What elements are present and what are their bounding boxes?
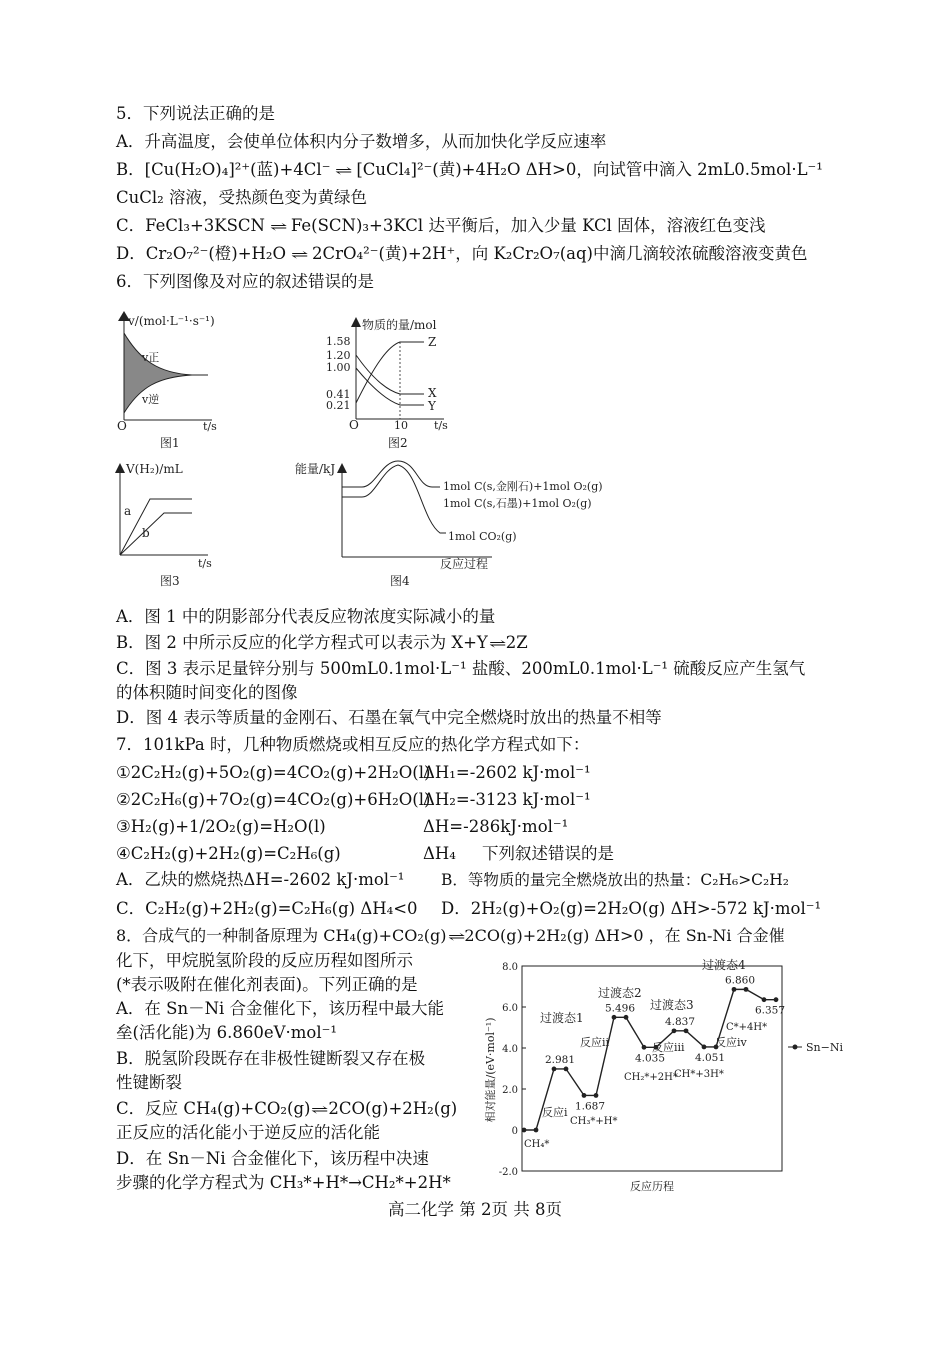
q8-option-b-line1: B．脱氢阶段既存在非极性键断裂又存在极 <box>116 1049 426 1068</box>
chart-state0: CH₄* <box>524 1139 550 1150</box>
q5-option-c <box>116 215 766 239</box>
chart-data-point <box>612 1015 617 1020</box>
q6-option-c-cont: 的体积随时间变化的图像 <box>116 683 298 702</box>
fig2-origin: O <box>349 418 359 432</box>
chart-data-point <box>732 987 737 992</box>
chart-y-tick-label: 4.0 <box>502 1044 518 1055</box>
q6-stem: 6．下列图像及对应的叙述错误的是 <box>116 272 374 291</box>
fig4-caption: 图4 <box>390 574 410 588</box>
fig3-xlabel: t/s <box>198 557 212 570</box>
chart-ts1: 过渡态1 <box>540 1011 584 1025</box>
chart-data-label: 4.051 <box>694 1051 726 1064</box>
chart-state4: C*+4H* <box>726 1022 768 1033</box>
chart-ts4: 过渡态4 <box>702 958 746 972</box>
chart-data-label: 4.837 <box>664 1015 696 1028</box>
q5-option-b <box>116 159 823 183</box>
fig4-label-graphite: 1mol C(s,石墨)+1mol O₂(g) <box>443 497 592 510</box>
equilibrium-arrow-icon: ⇌ <box>311 1103 328 1118</box>
chart-ts3: 过渡态3 <box>650 998 694 1012</box>
q5-c-right: Fe(SCN)₃+3KCl 达平衡后，加入少量 KCl 固体，溶液红色变浅 <box>290 216 766 235</box>
chart-xlabel: 反应历程 <box>630 1180 674 1193</box>
fig2-label-z: Z <box>428 335 437 349</box>
fig2-y-arrow-icon <box>351 317 361 327</box>
fig1-ylabel: v/(mol·L⁻¹·s⁻¹) <box>128 314 215 328</box>
q7-eq4: ④C₂H₂(g)+2H₂(g)=C₂H₆(g) <box>116 844 341 863</box>
chart-data-label: 1.687 <box>574 1100 606 1113</box>
fig1-xlabel: t/s <box>203 420 217 433</box>
chart-data-point <box>582 1093 587 1098</box>
equilibrium-arrow-icon: ⇌ <box>488 637 505 652</box>
q8-stem-line3: (*表示吸附在催化剂表面)。下列正确的是 <box>116 975 418 994</box>
q8-stem <box>116 925 785 949</box>
figure-1 <box>117 311 217 450</box>
q8-c-left: C．反应 CH₄(g)+CO₂(g) <box>116 1099 311 1118</box>
q7-ask: 下列叙述错误的是 <box>482 844 614 863</box>
chart-data-point <box>534 1128 539 1133</box>
chart-data-point <box>594 1093 599 1098</box>
fig3-label-b: b <box>142 526 150 540</box>
chart-data-label: 6.860 <box>724 974 756 987</box>
q8-option-a-line2: 垒(活化能)为 6.860eV·mol⁻¹ <box>116 1023 337 1042</box>
chart-y-tick-label: 0 <box>511 1126 518 1137</box>
chart-state3: CH*+3H* <box>674 1069 724 1080</box>
fig4-y-arrow-icon <box>337 463 347 473</box>
chart-data-label: 4.035 <box>634 1052 666 1065</box>
fig2-x-tick: 10 <box>394 419 408 432</box>
chart-ts2: 过渡态2 <box>598 986 642 1000</box>
page-footer: 高二化学 第 2页 共 8页 <box>388 1200 562 1219</box>
fig1-v-forward: v正 <box>142 351 160 364</box>
fig4-label-co2: 1mol CO₂(g) <box>448 530 517 543</box>
q8-option-d-line1: D．在 Sn－Ni 合金催化下，该历程中决速 <box>116 1149 429 1168</box>
fig3-label-a: a <box>124 504 132 518</box>
q8-option-d-line2: 步骤的化学方程式为 CH₃*+H*→CH₂*+2H* <box>116 1173 451 1192</box>
q6-option-c: C．图 3 表示足量锌分别与 500mL0.1mol·L⁻¹ 盐酸、200mL0.1mol·L⁻¹ 硫酸反应产生氢气 <box>116 659 806 678</box>
chart-r2: 反应ii <box>580 1036 610 1049</box>
q5-option-d <box>116 243 807 267</box>
chart-state1: CH₃*+H* <box>570 1116 618 1127</box>
fig1-caption: 图1 <box>160 436 180 450</box>
chart-legend-marker <box>793 1045 798 1050</box>
chart-y-tick-label: 2.0 <box>502 1085 518 1096</box>
chart-data-point <box>684 1028 689 1033</box>
figure-2 <box>326 317 448 450</box>
equilibrium-arrow-icon: ⇌ <box>335 164 352 179</box>
fig2-label-x: X <box>428 386 437 400</box>
chart-data-point <box>522 1128 527 1133</box>
fig4-xlabel: 反应过程 <box>440 557 489 571</box>
chart-data-point <box>702 1045 707 1050</box>
q7-eq1: ①2C₂H₂(g)+5O₂(g)=4CO₂(g)+2H₂O(l) <box>116 763 431 782</box>
q5-stem: 5．下列说法正确的是 <box>116 104 275 123</box>
chart-data-label: 2.981 <box>544 1053 576 1066</box>
fig2-tick-041: 0.41 <box>326 388 351 401</box>
q8-option-a-line1: A．在 Sn－Ni 合金催化下，该历程中最大能 <box>116 999 445 1018</box>
fig3-caption: 图3 <box>160 574 180 588</box>
fig4-curve-graphite <box>342 465 446 533</box>
chart-y-tick-label: -2.0 <box>498 1167 518 1178</box>
chart-r3: 反应iii <box>652 1041 685 1054</box>
q7-option-c: C．C₂H₂(g)+2H₂(g)=C₂H₆(g) ΔH₄<0 <box>116 899 418 918</box>
fig2-tick-158: 1.58 <box>326 335 351 348</box>
q7-stem: 7．101kPa 时，几种物质燃烧或相互反应的热化学方程式如下： <box>116 735 590 754</box>
chart-r1: 反应i <box>542 1106 568 1119</box>
chart-legend-label: Sn−Ni <box>806 1041 843 1054</box>
fig2-label-y: Y <box>428 399 436 413</box>
q6-figures <box>100 305 660 595</box>
q6-option-a: A．图 1 中的阴影部分代表反应物浓度实际减小的量 <box>116 607 496 626</box>
q5-d-right: 2CrO₄²⁻(黄)+2H⁺，向 K₂Cr₂O₇(aq)中滴几滴较浓硫酸溶液变黄色 <box>311 244 808 263</box>
q7-dh1: ΔH₁=-2602 kJ·mol⁻¹ <box>423 763 591 782</box>
fig2-tick-021: 0.21 <box>326 399 351 412</box>
q7-dh2: ΔH₂=-3123 kJ·mol⁻¹ <box>423 790 591 809</box>
q6-option-b <box>116 632 528 656</box>
fig2-tick-120: 1.20 <box>326 349 351 362</box>
chart-state2: CH₂*+2H* <box>624 1072 678 1083</box>
chart-data-point <box>672 1028 677 1033</box>
q6-option-d: D．图 4 表示等质量的金刚石、石墨在氧气中完全燃烧时放出的热量不相等 <box>116 708 662 727</box>
chart-r4: 反应iv <box>715 1036 747 1049</box>
q8-c-right: 2CO(g)+2H₂(g) <box>328 1099 458 1118</box>
q7-dh4: ΔH₄ <box>423 844 456 863</box>
q5-d-left: D．Cr₂O₇²⁻(橙)+H₂O <box>116 244 287 263</box>
chart-data-point <box>744 987 749 992</box>
equilibrium-arrow-icon: ⇌ <box>447 930 464 945</box>
fig2-curve-y <box>356 368 424 405</box>
fig2-ylabel: 物质的量/mol <box>362 318 437 332</box>
chart-data-point <box>762 997 767 1002</box>
chart-data-point <box>774 997 779 1002</box>
chart-y-tick-label: 6.0 <box>502 1003 518 1014</box>
q6-b-right: 2Z <box>505 633 528 652</box>
chart-data-point <box>624 1015 629 1020</box>
figure-3 <box>115 462 212 588</box>
q8-stem-line2: 化下，甲烷脱氢阶段的反应历程如图所示 <box>116 951 413 970</box>
fig2-curve-x <box>356 355 424 394</box>
q7-dh3: ΔH=-286kJ·mol⁻¹ <box>423 817 569 836</box>
q8-option-b-line2: 性键断裂 <box>116 1073 182 1092</box>
q5-c-left: C．FeCl₃+3KSCN <box>116 216 265 235</box>
chart-data-label: 5.496 <box>604 1002 636 1015</box>
fig3-ylabel: V(H₂)/mL <box>126 462 183 476</box>
figure-4 <box>295 461 603 588</box>
q8-option-c-line1 <box>116 1098 457 1122</box>
fig1-origin: O <box>117 419 127 433</box>
q5-b-left: B．[Cu(H₂O)₄]²⁺(蓝)+4Cl⁻ <box>116 160 331 179</box>
energy-profile-chart <box>480 950 850 1200</box>
equilibrium-arrow-icon: ⇌ <box>269 220 286 235</box>
fig4-ylabel: 能量/kJ <box>295 462 336 476</box>
q5-option-b-cont: CuCl₂ 溶液，受热颜色变为黄绿色 <box>116 188 368 207</box>
fig2-caption: 图2 <box>388 436 408 450</box>
chart-data-point <box>564 1066 569 1071</box>
q7-eq2: ②2C₂H₆(g)+7O₂(g)=4CO₂(g)+6H₂O(l) <box>116 790 431 809</box>
chart-data-point <box>552 1066 557 1071</box>
chart-data-label: 6.357 <box>754 1004 786 1017</box>
q7-eq3: ③H₂(g)+1/2O₂(g)=H₂O(l) <box>116 817 326 836</box>
chart-ylabel: 相对能量/(eV·mol⁻¹) <box>484 1017 497 1123</box>
q8-stem-left: 8．合成气的一种制备原理为 CH₄(g)+CO₂(g) <box>116 926 447 945</box>
q5-option-a: A．升高温度，会使单位体积内分子数增多，从而加快化学反应速率 <box>116 132 607 151</box>
q8-stem-right: 2CO(g)+2H₂(g) ΔH>0 ，在 Sn-Ni 合金催 <box>464 926 785 945</box>
q6-b-left: B．图 2 中所示反应的化学方程式可以表示为 X+Y <box>116 633 488 652</box>
fig3-y-arrow-icon <box>115 463 125 473</box>
q7-option-d: D．2H₂(g)+O₂(g)=2H₂O(g) ΔH>-572 kJ·mol⁻¹ <box>441 899 822 918</box>
chart-y-tick-label: 8.0 <box>502 962 518 973</box>
fig4-curve-diamond <box>342 461 440 487</box>
fig2-tick-100: 1.00 <box>326 361 351 374</box>
fig2-xlabel: t/s <box>434 419 448 432</box>
fig4-label-diamond: 1mol C(s,金刚石)+1mol O₂(g) <box>443 480 603 493</box>
chart-data-point <box>642 1045 647 1050</box>
q7-option-a: A．乙炔的燃烧热ΔH=-2602 kJ·mol⁻¹ <box>116 870 405 889</box>
equilibrium-arrow-icon: ⇌ <box>291 248 307 263</box>
q7-option-b: B．等物质的量完全燃烧放出的热量：C₂H₆>C₂H₂ <box>441 871 789 889</box>
q8-option-c-line2: 正反应的活化能小于逆反应的活化能 <box>116 1123 380 1142</box>
q5-b-right: [CuCl₄]²⁻(黄)+4H₂O ΔH>0，向试管中滴入 2mL0.5mol·L⁻¹ <box>356 160 823 179</box>
fig1-v-reverse: v逆 <box>142 393 160 406</box>
